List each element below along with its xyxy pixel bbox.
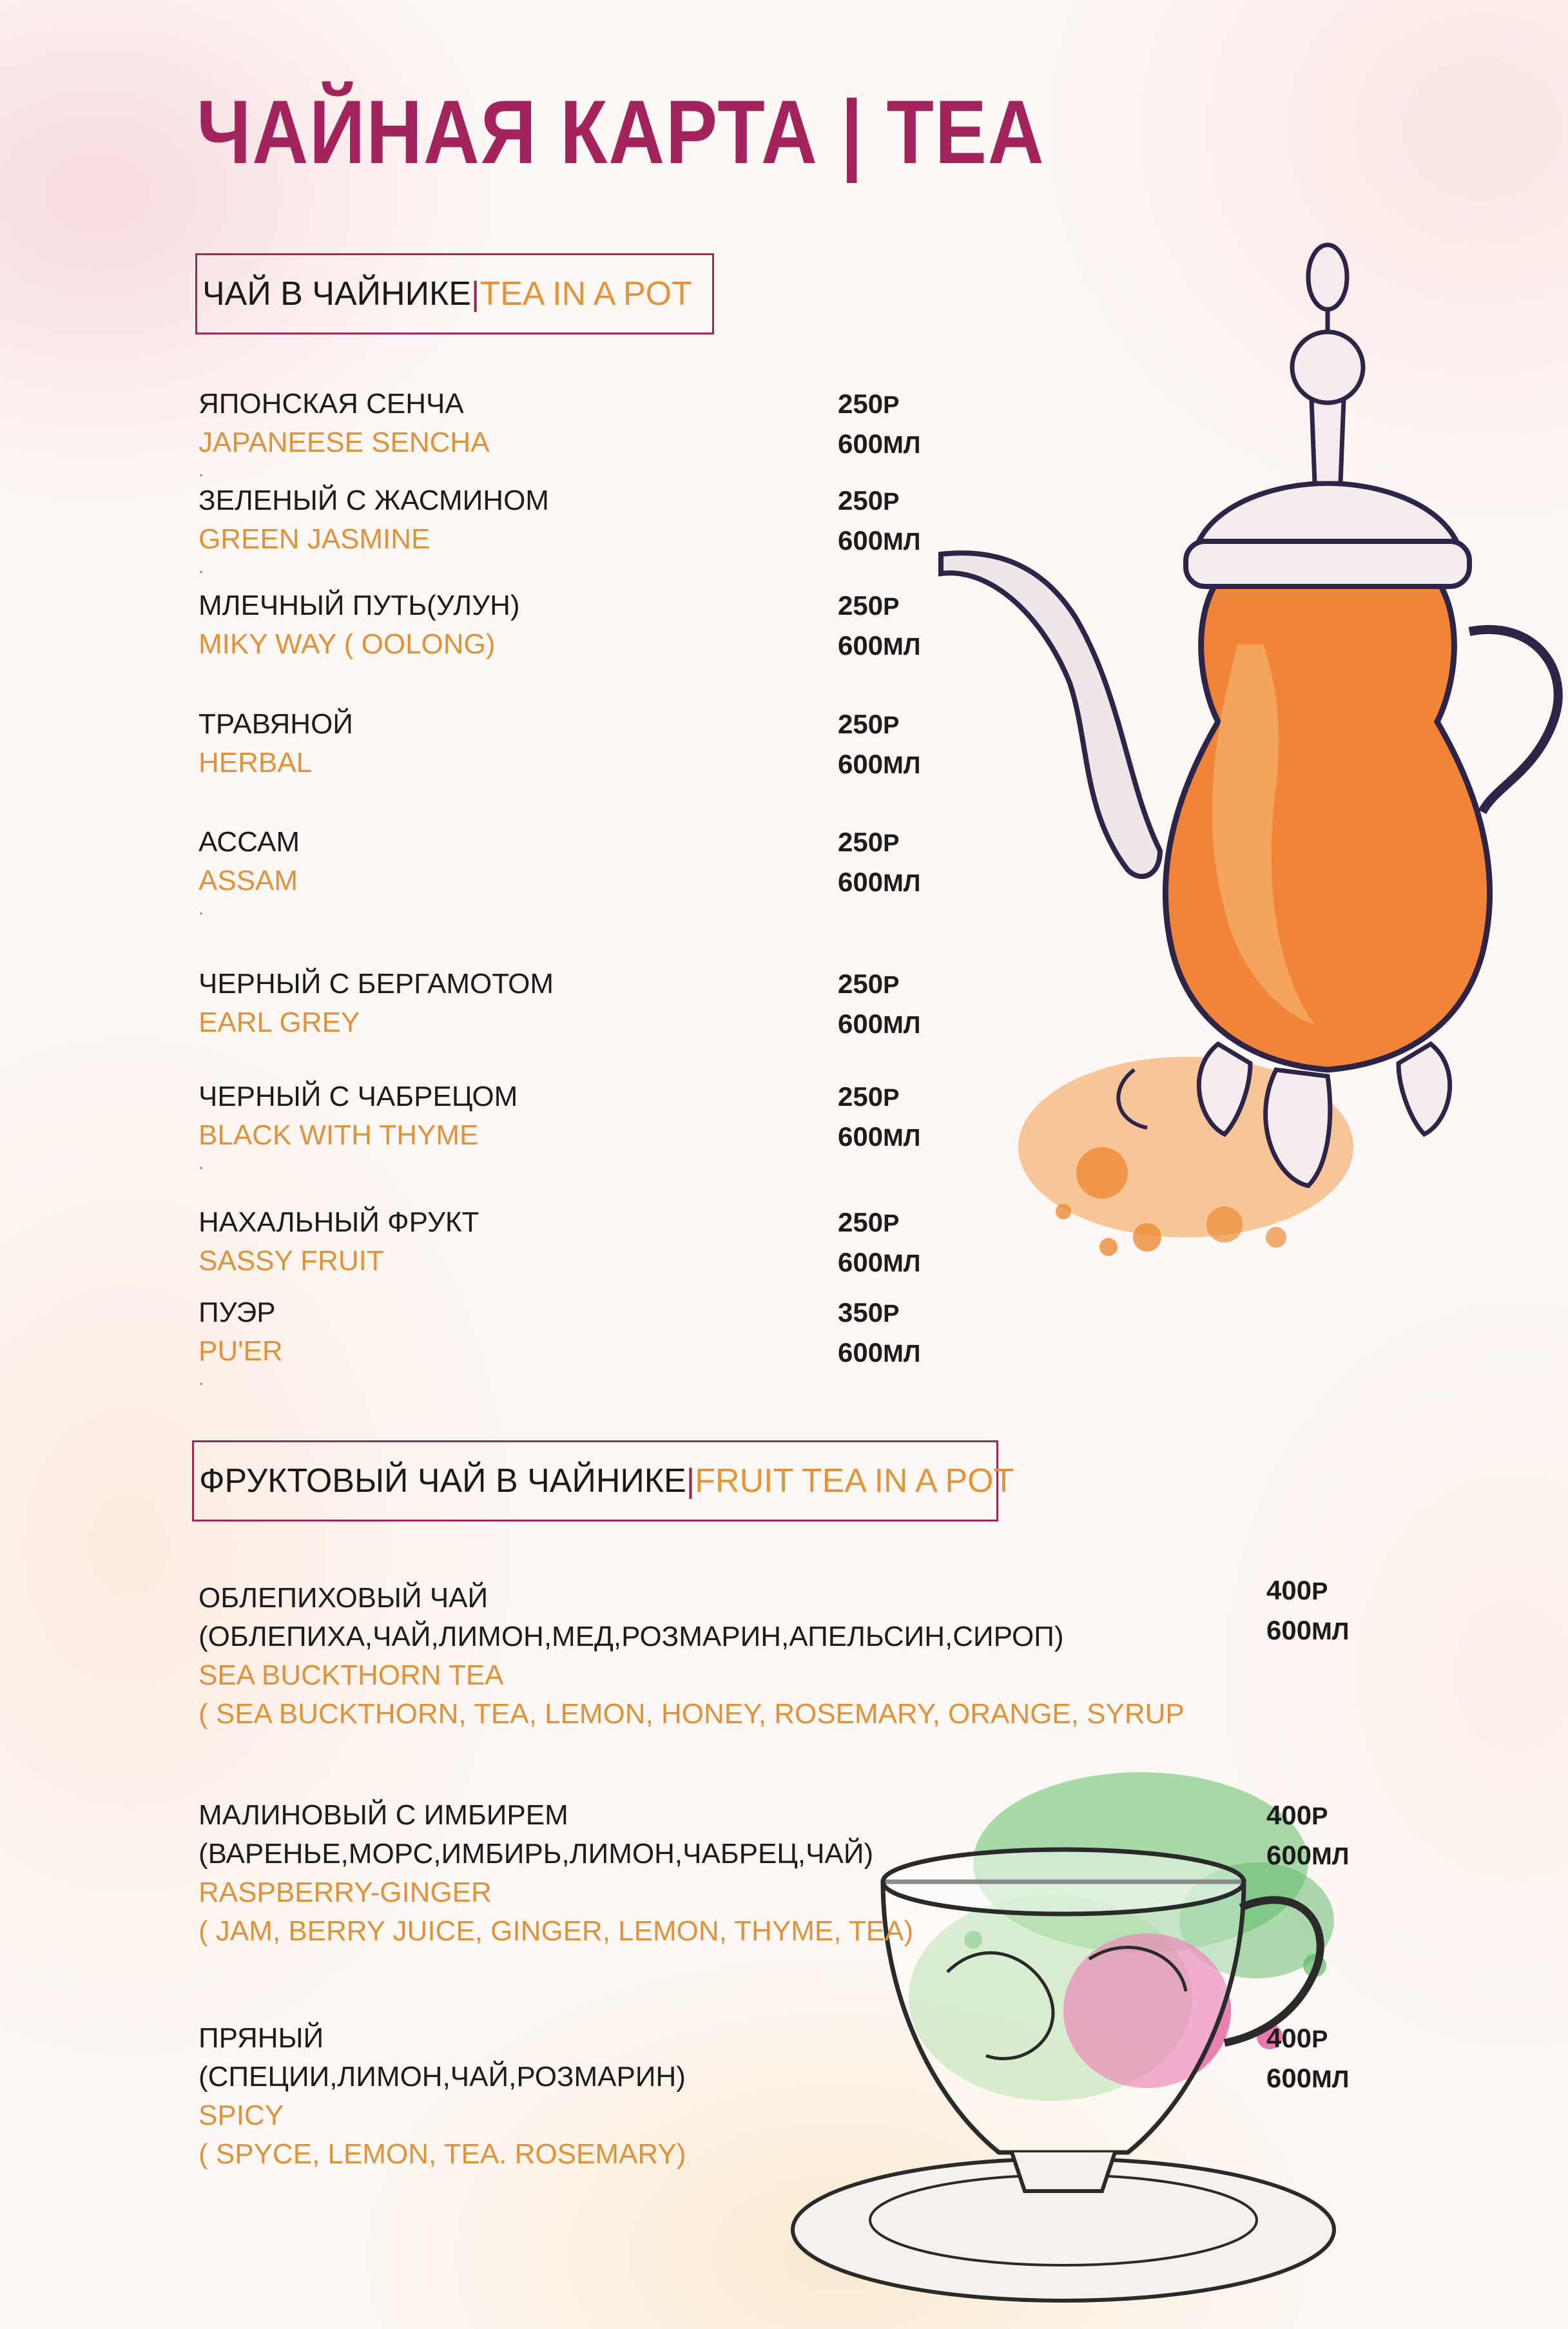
item-name-ru: МАЛИНОВЫЙ С ИМБИРЕМ: [198, 1799, 568, 1831]
item-price: 350Р 600МЛ: [838, 1297, 921, 1367]
menu-item: [198, 1579, 1185, 1734]
item-name-en: ASSAM: [198, 865, 298, 896]
item-name-ru: ПРЯНЫЙ: [198, 2022, 324, 2054]
item-name-ru: ЧЕРНЫЙ С ЧАБРЕЦОМ: [198, 1081, 518, 1112]
item-ingredients-en: ( SPYCE, LEMON, TEA. ROSEMARY): [198, 2138, 686, 2170]
item-ingredients-en: ( SEA BUCKTHORN, TEA, LEMON, HONEY, ROSEMARY, ORANGE, SYRUP: [198, 1698, 1185, 1730]
item-name-ru: ТРАВЯНОЙ: [198, 708, 353, 740]
item-name-ru: ПУЭР: [198, 1297, 276, 1328]
item-name-ru: МЛЕЧНЫЙ ПУТЬ(УЛУН): [198, 590, 520, 621]
item-name-en: GREEN JASMINE: [198, 523, 431, 555]
page-title: ЧАЙНАЯ КАРТА | TEA: [197, 81, 1045, 182]
item-price: 250Р 600МЛ: [838, 709, 921, 779]
item-name-en: JAPANEESE SENCHA: [198, 427, 490, 458]
section-title-ru: ЧАЙ В ЧАЙНИКЕ: [202, 275, 471, 313]
section-tea-in-pot-header: [195, 253, 714, 334]
item-name-en: SASSY FRUIT: [198, 1245, 384, 1277]
item-price: 250Р 600МЛ: [838, 389, 921, 459]
menu-item: [198, 1293, 283, 1387]
item-name-ru: ЧЕРНЫЙ С БЕРГАМОТОМ: [198, 968, 554, 1000]
item-ingredients-ru: (ВАРЕНЬЕ,МОРС,ИМБИРЬ,ЛИМОН,ЧАБРЕЦ,ЧАЙ): [198, 1838, 874, 1870]
teapot-illustration: [915, 232, 1568, 1302]
menu-item: [198, 823, 300, 917]
item-dot: .: [198, 1152, 204, 1174]
menu-item: [198, 481, 549, 575]
item-price: 400Р 600МЛ: [1266, 1575, 1350, 1645]
item-price: 250Р 600МЛ: [838, 485, 921, 556]
menu-item: [198, 965, 554, 1042]
item-price: 400Р 600МЛ: [1266, 2023, 1350, 2093]
item-name-ru: АССАМ: [198, 826, 300, 858]
menu-item: [198, 705, 353, 782]
section-separator: |: [470, 275, 480, 313]
section-title-en: TEA IN A POT: [479, 275, 692, 313]
item-dot: .: [198, 1368, 204, 1389]
item-name-ru: ОБЛЕПИХОВЫЙ ЧАЙ: [198, 1582, 489, 1614]
item-ingredients-ru: (СПЕЦИИ,ЛИМОН,ЧАЙ,РОЗМАРИН): [198, 2061, 686, 2092]
item-name-en: PU'ER: [198, 1335, 283, 1367]
item-price: 250Р 600МЛ: [838, 590, 921, 661]
section-title-en: FRUIT TEA IN A POT: [695, 1462, 1014, 1500]
item-ingredients-ru: (ОБЛЕПИХА,ЧАЙ,ЛИМОН,МЕД,РОЗМАРИН,АПЕЛЬСИН,СИРОП): [198, 1621, 1064, 1652]
item-name-en: HERBAL: [198, 747, 313, 778]
item-name-ru: НАХАЛЬНЫЙ ФРУКТ: [198, 1206, 479, 1238]
item-name-ru: ЯПОНСКАЯ СЕНЧА: [198, 388, 464, 420]
menu-item: [198, 1078, 518, 1172]
menu-item: [198, 385, 490, 479]
item-price: 400Р 600МЛ: [1266, 1800, 1350, 1870]
item-name-en: BLACK WITH THYME: [198, 1119, 479, 1151]
item-name-en: RASPBERRY-GINGER: [198, 1877, 492, 1908]
item-dot: .: [198, 898, 204, 919]
section-fruit-tea-header: [192, 1440, 1014, 1522]
menu-item: [198, 1203, 479, 1280]
item-ingredients-en: ( JAM, BERRY JUICE, GINGER, LEMON, THYME, TEA): [198, 1915, 914, 1947]
item-price: 250Р 600МЛ: [838, 969, 921, 1039]
item-dot: .: [198, 556, 204, 577]
item-name-en: MIKY WAY ( OOLONG): [198, 628, 496, 660]
menu-item: [198, 1796, 913, 1951]
item-name-en: SEA BUCKTHORN TEA: [198, 1659, 504, 1691]
section-title-ru: ФРУКТОВЫЙ ЧАЙ В ЧАЙНИКЕ: [199, 1462, 686, 1500]
item-dot: .: [198, 459, 204, 481]
item-price: 250Р 600МЛ: [838, 1207, 921, 1277]
section-separator: |: [686, 1462, 695, 1500]
item-price: 250Р 600МЛ: [838, 827, 921, 897]
item-price: 250Р 600МЛ: [838, 1081, 921, 1152]
item-name-en: EARL GREY: [198, 1007, 360, 1038]
menu-item: [198, 2019, 686, 2174]
item-name-ru: ЗЕЛЕНЫЙ С ЖАСМИНОМ: [198, 485, 549, 516]
menu-item: [198, 586, 520, 664]
item-name-en: SPICY: [198, 2100, 284, 2131]
